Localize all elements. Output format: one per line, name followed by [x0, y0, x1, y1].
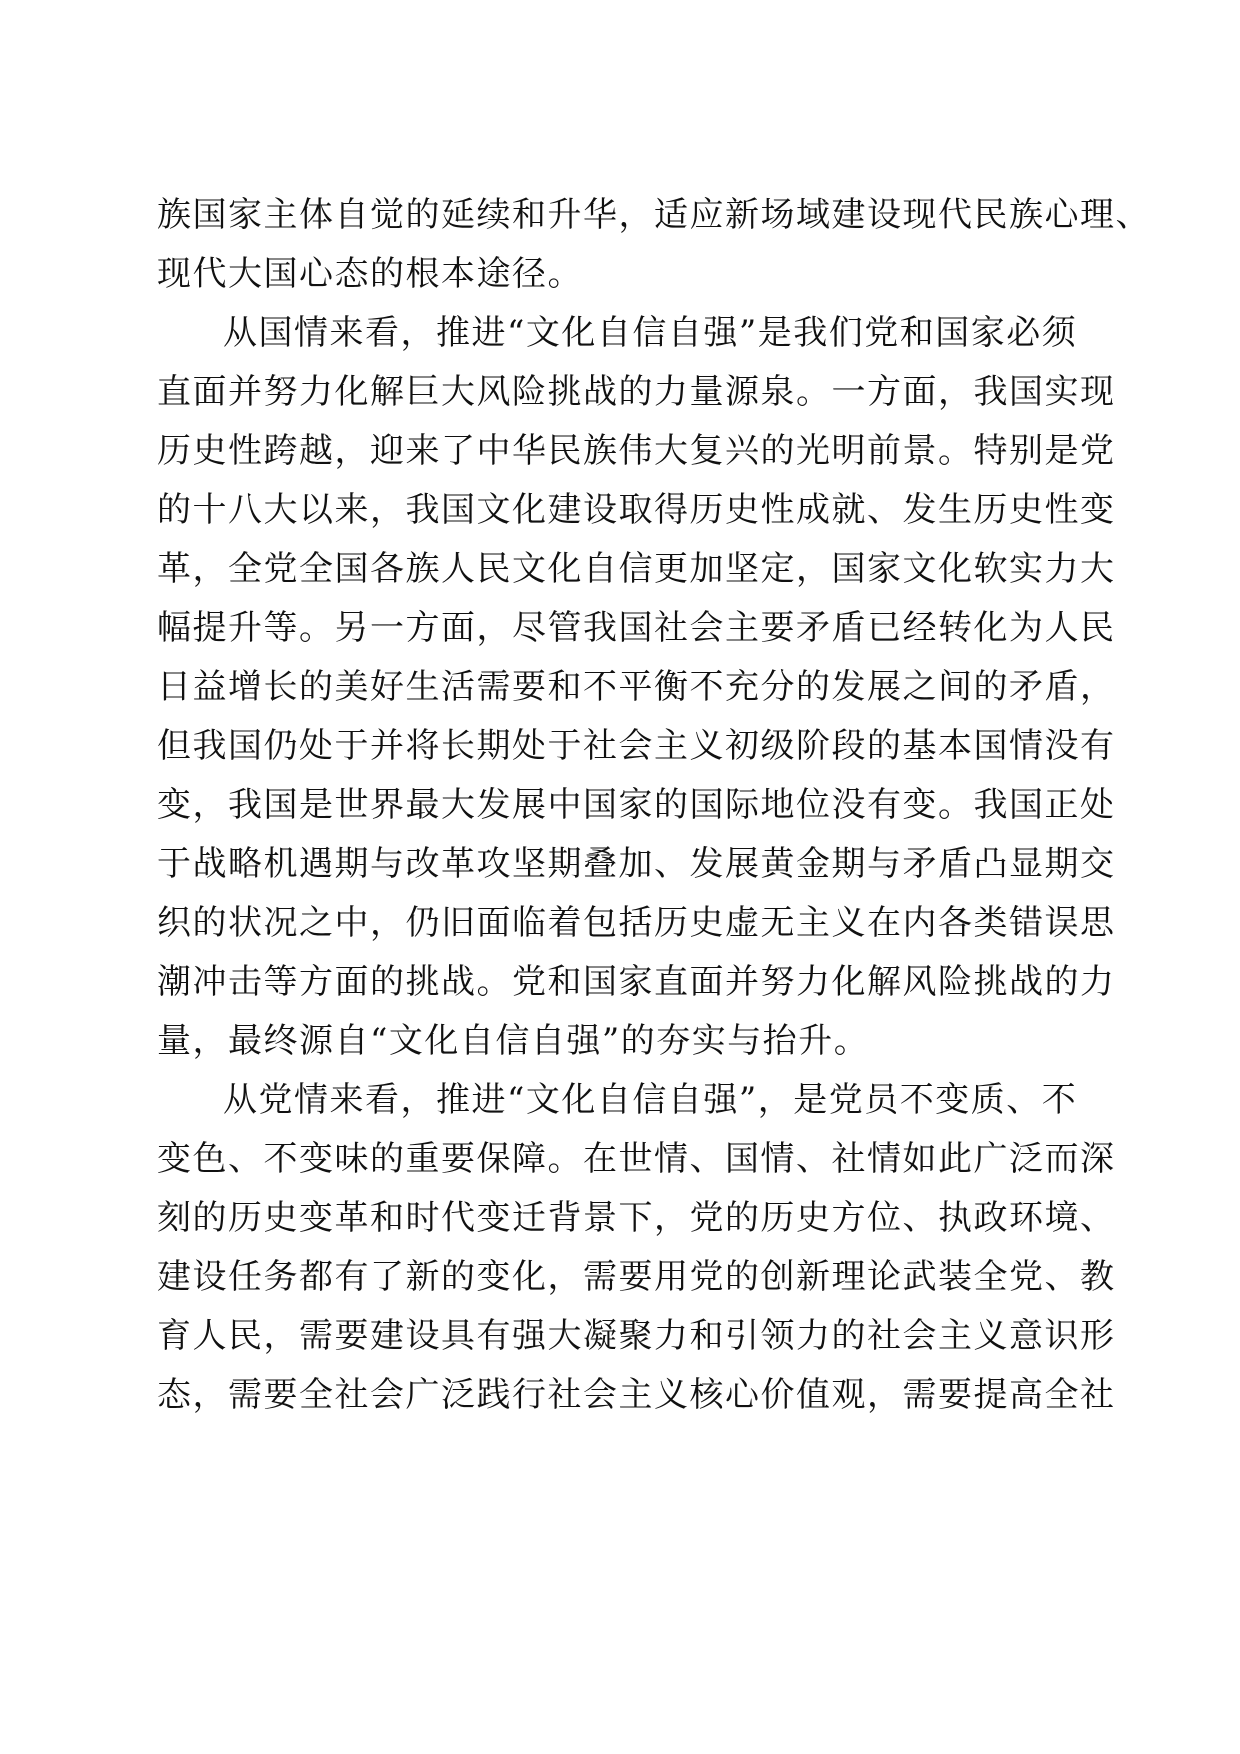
text-line: 直面并努力化解巨大风险挑战的力量源泉。一方面，我国实现: [157, 372, 1116, 412]
text-line: 族国家主体自觉的延续和升华，适应新场域建设现代民族心理、: [157, 195, 1151, 235]
text-line: 历史性跨越，迎来了中华民族伟大复兴的光明前景。特别是党: [157, 431, 1116, 471]
text-line: 变，我国是世界最大发展中国家的国际地位没有变。我国正处: [157, 785, 1116, 825]
paragraph-national-conditions: [157, 304, 1116, 1071]
text-line: 建设任务都有了新的变化，需要用党的创新理论武装全党、教: [157, 1257, 1116, 1297]
text-line: 但我国仍处于并将长期处于社会主义初级阶段的基本国情没有: [157, 726, 1116, 766]
paragraph-party-conditions: [157, 1071, 1116, 1425]
document-body: [157, 186, 1151, 1425]
text-line: 革，全党全国各族人民文化自信更加坚定，国家文化软实力大: [157, 549, 1116, 589]
text-line: 变色、不变味的重要保障。在世情、国情、社情如此广泛而深: [157, 1139, 1116, 1179]
text-line: 于战略机遇期与改革攻坚期叠加、发展黄金期与矛盾凸显期交: [157, 844, 1116, 884]
paragraph-continuation: [157, 186, 1151, 304]
text-line: 育人民，需要建设具有强大凝聚力和引领力的社会主义意识形: [157, 1316, 1116, 1356]
text-line: 织的状况之中，仍旧面临着包括历史虚无主义在内各类错误思: [157, 903, 1116, 943]
text-line-first: 从党情来看，推进“文化自信自强”，是党员不变质、不: [223, 1080, 1078, 1120]
text-line: 现代大国心态的根本途径。: [157, 254, 583, 294]
text-line: 量，最终源自“文化自信自强”的夯实与抬升。: [157, 1021, 870, 1061]
text-line: 幅提升等。另一方面，尽管我国社会主要矛盾已经转化为人民: [157, 608, 1116, 648]
text-line: 潮冲击等方面的挑战。党和国家直面并努力化解风险挑战的力: [157, 962, 1116, 1002]
text-line-first: 从国情来看，推进“文化自信自强”是我们党和国家必须: [223, 313, 1078, 353]
text-line: 刻的历史变革和时代变迁背景下，党的历史方位、执政环境、: [157, 1198, 1116, 1238]
text-line: 的十八大以来，我国文化建设取得历史性成就、发生历史性变: [157, 490, 1116, 530]
text-line: 日益增长的美好生活需要和不平衡不充分的发展之间的矛盾，: [157, 667, 1116, 707]
text-line: 态，需要全社会广泛践行社会主义核心价值观，需要提高全社: [157, 1375, 1116, 1415]
